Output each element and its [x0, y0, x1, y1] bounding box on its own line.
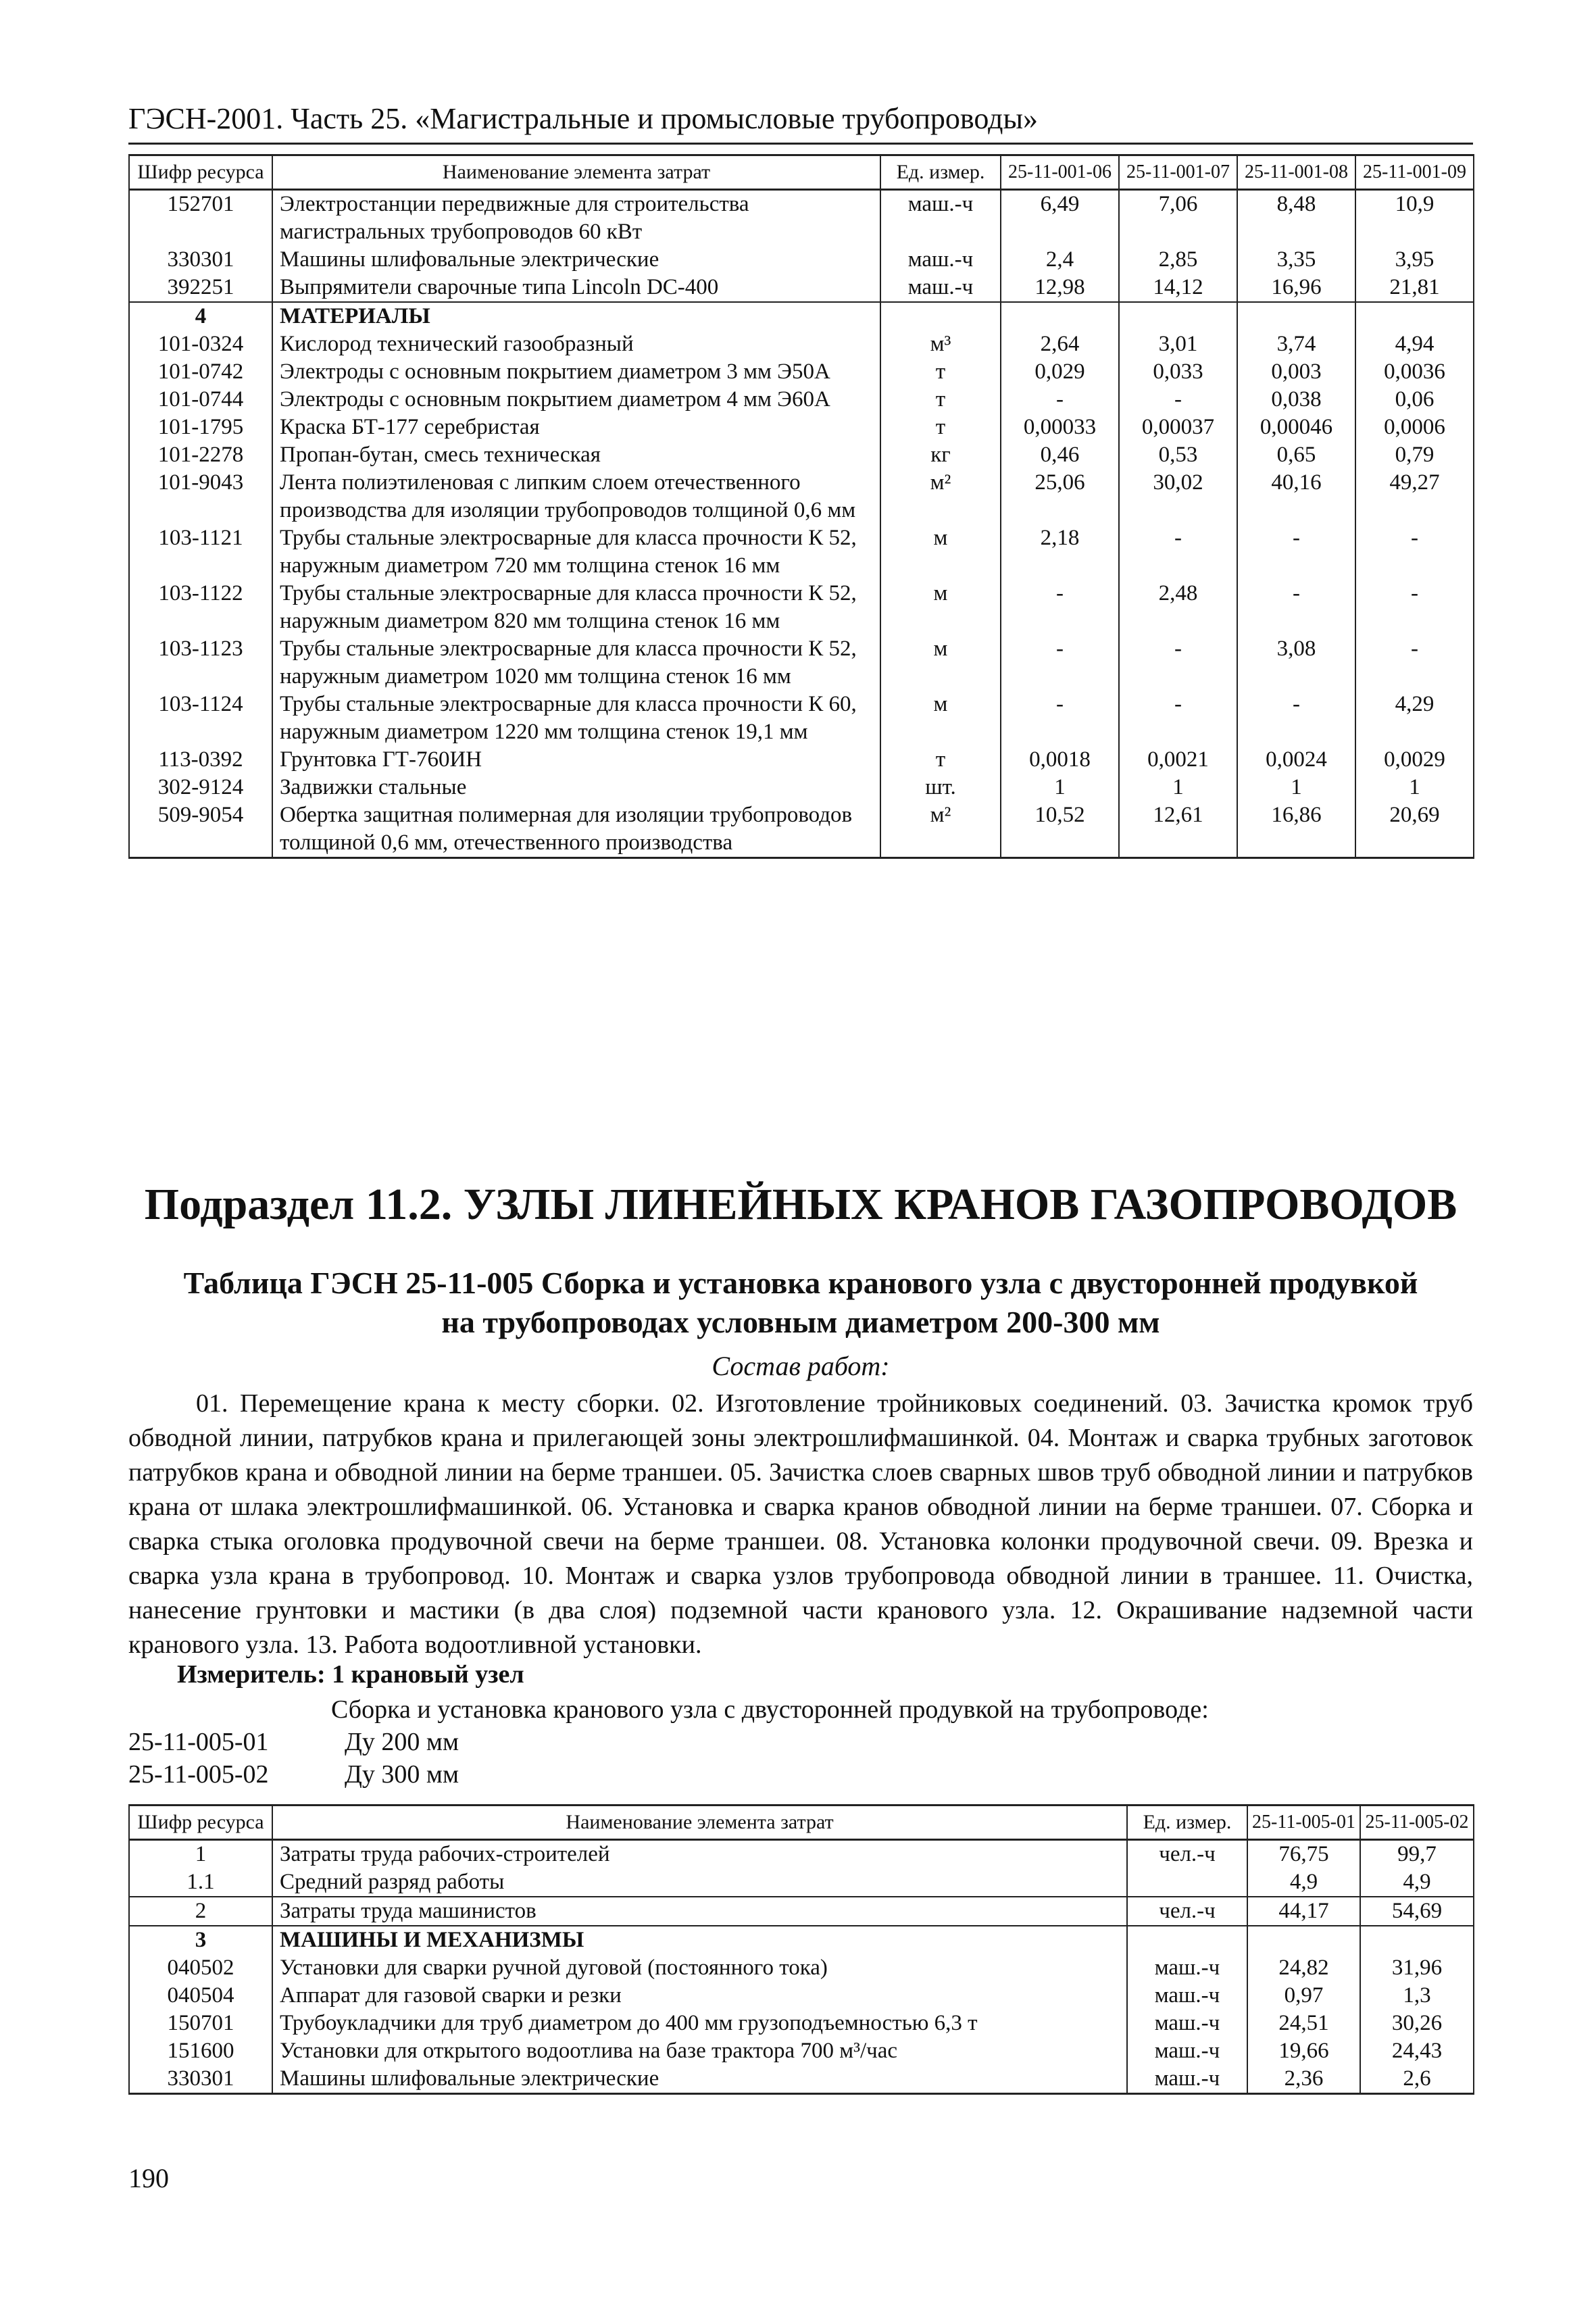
- cell-norm-value: 0,0036: [1355, 358, 1474, 386]
- table-row: [129, 469, 1474, 524]
- cell-unit: т: [880, 386, 1001, 414]
- cell-element-name: Электроды с основным покрытием диаметром 4 мм Э60А: [272, 386, 880, 414]
- cell-resource-code: 040502: [129, 1954, 272, 1982]
- cell-unit: маш.-ч: [1127, 2037, 1247, 2065]
- cell-norm-value: 3,08: [1237, 635, 1355, 691]
- table-row: [129, 1982, 1474, 2010]
- cell-resource-code: 2: [129, 1897, 272, 1926]
- cell-norm-value: -: [1119, 386, 1237, 414]
- table-row: [129, 2037, 1474, 2065]
- cell-norm-value: 1: [1237, 774, 1355, 801]
- cell-element-name: Средний разряд работы: [272, 1868, 1127, 1897]
- cell-norm-value: 44,17: [1247, 1897, 1360, 1926]
- cell-resource-code: 103-1123: [129, 635, 272, 691]
- cell-norm-value: 4,9: [1360, 1868, 1474, 1897]
- cell-element-name: Трубы стальные электросварные для класса прочности К 52, наружным диаметром 720 мм толщина стенок 16 мм: [272, 524, 880, 580]
- cell-norm-value: 25,06: [1001, 469, 1119, 524]
- col-header-unit: Ед. измер.: [1127, 1806, 1247, 1840]
- cell-unit: кг: [880, 441, 1001, 469]
- cell-resource-code: 113-0392: [129, 746, 272, 774]
- cell-element-name: Затраты труда рабочих-строителей: [272, 1840, 1127, 1869]
- cell-unit: маш.-ч: [1127, 1982, 1247, 2010]
- col-header-norm: 25-11-005-01: [1247, 1806, 1360, 1840]
- cell-element-name: Трубы стальные электросварные для класса прочности К 52, наружным диаметром 820 мм толщина стенок 16 мм: [272, 580, 880, 635]
- col-header-norm: 25-11-001-08: [1237, 155, 1355, 190]
- cell-norm-value: -: [1001, 691, 1119, 746]
- cell-norm-value: 1,3: [1360, 1982, 1474, 2010]
- variant-line: [128, 1727, 459, 1757]
- cell-element-name: Электростанции передвижные для строительства магистральных трубопроводов 60 кВт: [272, 190, 880, 247]
- table-row: [129, 1868, 1474, 1897]
- cell-unit: м: [880, 635, 1001, 691]
- cell-unit: маш.-ч: [880, 246, 1001, 274]
- cell-element-name: Обертка защитная полимерная для изоляции трубопроводов толщиной 0,6 мм, отечественного производства: [272, 801, 880, 858]
- cell-resource-code: 040504: [129, 1982, 272, 2010]
- variants-caption: Сборка и установка кранового узла с двусторонней продувкой на трубопроводе:: [331, 1695, 1209, 1724]
- resources-table-25-11-001: [128, 154, 1474, 859]
- cell-norm-value: [1119, 302, 1237, 330]
- table-title: [128, 1264, 1473, 1342]
- cell-norm-value: 76,75: [1247, 1840, 1360, 1869]
- resources-table-25-11-005: [128, 1804, 1474, 2095]
- cell-resource-code: 150701: [129, 2010, 272, 2037]
- cell-norm-value: 2,64: [1001, 330, 1119, 358]
- col-header-norm: 25-11-005-02: [1360, 1806, 1474, 1840]
- table-row: [129, 246, 1474, 274]
- cell-norm-value: [1247, 1926, 1360, 1954]
- table-row: [129, 1954, 1474, 1982]
- col-header-unit: Ед. измер.: [880, 155, 1001, 190]
- cell-resource-code: 330301: [129, 246, 272, 274]
- cell-norm-value: -: [1355, 524, 1474, 580]
- table-row: [129, 302, 1474, 330]
- cell-norm-value: 0,00046: [1237, 414, 1355, 441]
- cell-resource-code: 101-0324: [129, 330, 272, 358]
- cell-norm-value: [1360, 1926, 1474, 1954]
- cell-element-name: Выпрямители сварочные типа Lincoln DC-400: [272, 274, 880, 302]
- cell-norm-value: 2,4: [1001, 246, 1119, 274]
- cell-element-name: Установки для сварки ручной дуговой (постоянного тока): [272, 1954, 1127, 1982]
- table-row: [129, 774, 1474, 801]
- cell-norm-value: 24,82: [1247, 1954, 1360, 1982]
- table-row: [129, 2010, 1474, 2037]
- cell-norm-value: 24,51: [1247, 2010, 1360, 2037]
- table-row: [129, 1897, 1474, 1926]
- table-row: [129, 524, 1474, 580]
- table-row: [129, 441, 1474, 469]
- cell-norm-value: 16,86: [1237, 801, 1355, 858]
- cell-norm-value: 14,12: [1119, 274, 1237, 302]
- cell-element-name: Аппарат для газовой сварки и резки: [272, 1982, 1127, 2010]
- cell-norm-value: 0,46: [1001, 441, 1119, 469]
- table-row: [129, 274, 1474, 302]
- measure-label: Измеритель:: [177, 1660, 326, 1689]
- cell-element-name: Трубы стальные электросварные для класса прочности К 60, наружным диаметром 1220 мм толщина стенок 19,1 мм: [272, 691, 880, 746]
- cell-element-name: Машины шлифовальные электрические: [272, 246, 880, 274]
- cell-norm-value: -: [1001, 635, 1119, 691]
- cell-resource-code: 101-0742: [129, 358, 272, 386]
- cell-norm-value: 3,35: [1237, 246, 1355, 274]
- cell-norm-value: 31,96: [1360, 1954, 1474, 1982]
- cell-unit: [880, 302, 1001, 330]
- cell-norm-value: 21,81: [1355, 274, 1474, 302]
- col-header-name: Наименование элемента затрат: [272, 1806, 1127, 1840]
- cell-resource-code: 1: [129, 1840, 272, 1869]
- cell-norm-value: 2,6: [1360, 2065, 1474, 2094]
- cell-norm-value: 0,0021: [1119, 746, 1237, 774]
- cell-norm-value: 0,53: [1119, 441, 1237, 469]
- works-heading: Состав работ:: [712, 1351, 890, 1381]
- cell-unit: маш.-ч: [880, 274, 1001, 302]
- cell-unit: м: [880, 691, 1001, 746]
- cell-unit: шт.: [880, 774, 1001, 801]
- cell-norm-value: 0,0024: [1237, 746, 1355, 774]
- cell-norm-value: 6,49: [1001, 190, 1119, 247]
- cell-element-name: Грунтовка ГТ-760ИН: [272, 746, 880, 774]
- cell-norm-value: 2,36: [1247, 2065, 1360, 2094]
- cell-norm-value: -: [1355, 580, 1474, 635]
- table-row: [129, 414, 1474, 441]
- variant-desc: Ду 200 мм: [345, 1728, 459, 1756]
- cell-norm-value: 8,48: [1237, 190, 1355, 247]
- cell-norm-value: 0,038: [1237, 386, 1355, 414]
- cell-norm-value: 40,16: [1237, 469, 1355, 524]
- cell-resource-code: 3: [129, 1926, 272, 1954]
- cell-norm-value: 3,74: [1237, 330, 1355, 358]
- cell-norm-value: -: [1001, 580, 1119, 635]
- cell-norm-value: [1001, 302, 1119, 330]
- page-number: 190: [128, 2163, 169, 2193]
- cell-element-name: Лента полиэтиленовая с липким слоем отечественного производства для изоляции трубопроводов толщиной 0,6 мм: [272, 469, 880, 524]
- cell-norm-value: 3,95: [1355, 246, 1474, 274]
- cell-element-name: Затраты труда машинистов: [272, 1897, 1127, 1926]
- cell-element-name: Задвижки стальные: [272, 774, 880, 801]
- cell-norm-value: 0,003: [1237, 358, 1355, 386]
- works-description: 01. Перемещение крана к месту сборки. 02. Изготовление тройниковых соединений. 03. Зачистка кромок труб обводной линии, патрубков крана и прилегающей зоны электрошлифмашинкой. 04. Монтаж и сварка трубных заготовок патрубков крана и обводной линии на берме траншеи. 05. Зачистка слоев сварных швов труб обводной линии и патрубков крана от шлака электрошлифмашинкой. 06. Установка и сварка кранов обводной линии на берме траншеи. 07. Сборка и сварка стыка оголовка продувочной свечи на берме траншеи. 08. Установка колонки продувочной свечи. 09. Врезка и сварка узла крана в трубопровод. 10. Монтаж и сварка узлов трубопровода обводной линии в траншее. 11. Очистка, нанесение грунтовки и мастики (в два слоя) подземной части кранового узла. 12. Окрашивание надземной части кранового узла. 13. Работа водоотливной установки.: [128, 1389, 1473, 1659]
- cell-norm-value: 0,0029: [1355, 746, 1474, 774]
- cell-norm-value: 2,48: [1119, 580, 1237, 635]
- variant-line: [128, 1760, 459, 1789]
- cell-resource-code: 151600: [129, 2037, 272, 2065]
- table-row: [129, 358, 1474, 386]
- table-row: [129, 691, 1474, 746]
- cell-element-name: Пропан-бутан, смесь техническая: [272, 441, 880, 469]
- cell-element-name: Трубоукладчики для труб диаметром до 400 мм грузоподъемностью 6,3 т: [272, 2010, 1127, 2037]
- cell-norm-value: -: [1119, 691, 1237, 746]
- cell-norm-value: 0,00037: [1119, 414, 1237, 441]
- cell-resource-code: 101-1795: [129, 414, 272, 441]
- cell-unit: чел.-ч: [1127, 1840, 1247, 1869]
- cell-norm-value: 20,69: [1355, 801, 1474, 858]
- table-row: [129, 1926, 1474, 1954]
- variant-desc: Ду 300 мм: [345, 1760, 459, 1789]
- col-header-code: Шифр ресурса: [129, 1806, 272, 1840]
- cell-norm-value: 7,06: [1119, 190, 1237, 247]
- cell-norm-value: 0,00033: [1001, 414, 1119, 441]
- variant-code: 25-11-005-01: [128, 1728, 269, 1756]
- cell-norm-value: 1: [1001, 774, 1119, 801]
- running-header: ГЭСН-2001. Часть 25. «Магистральные и промысловые трубопроводы»: [128, 101, 1473, 145]
- cell-resource-code: 152701: [129, 190, 272, 247]
- table-row: [129, 580, 1474, 635]
- table-row: [129, 2065, 1474, 2094]
- cell-norm-value: 4,94: [1355, 330, 1474, 358]
- cell-norm-value: 30,02: [1119, 469, 1237, 524]
- cell-norm-value: -: [1001, 386, 1119, 414]
- cell-norm-value: [1355, 302, 1474, 330]
- cell-resource-code: 392251: [129, 274, 272, 302]
- cell-norm-value: 0,65: [1237, 441, 1355, 469]
- cell-norm-value: -: [1119, 635, 1237, 691]
- cell-element-name: МАШИНЫ И МЕХАНИЗМЫ: [272, 1926, 1127, 1954]
- cell-unit: [1127, 1868, 1247, 1897]
- cell-element-name: Кислород технический газообразный: [272, 330, 880, 358]
- cell-norm-value: -: [1119, 524, 1237, 580]
- cell-norm-value: 24,43: [1360, 2037, 1474, 2065]
- cell-norm-value: 0,97: [1247, 1982, 1360, 2010]
- table-title-line-2: на трубопроводах условным диаметром 200-300 мм: [441, 1305, 1160, 1339]
- cell-unit: [1127, 1926, 1247, 1954]
- cell-norm-value: 0,033: [1119, 358, 1237, 386]
- cell-unit: м³: [880, 330, 1001, 358]
- cell-resource-code: 103-1124: [129, 691, 272, 746]
- cell-unit: т: [880, 358, 1001, 386]
- cell-norm-value: 3,01: [1119, 330, 1237, 358]
- cell-unit: чел.-ч: [1127, 1897, 1247, 1926]
- cell-resource-code: 4: [129, 302, 272, 330]
- cell-norm-value: 2,85: [1119, 246, 1237, 274]
- cell-norm-value: 12,61: [1119, 801, 1237, 858]
- cell-resource-code: 302-9124: [129, 774, 272, 801]
- cell-resource-code: 1.1: [129, 1868, 272, 1897]
- col-header-norm: 25-11-001-07: [1119, 155, 1237, 190]
- cell-norm-value: [1237, 302, 1355, 330]
- cell-norm-value: -: [1237, 580, 1355, 635]
- cell-norm-value: 54,69: [1360, 1897, 1474, 1926]
- measure-unit: [177, 1660, 524, 1689]
- cell-element-name: Машины шлифовальные электрические: [272, 2065, 1127, 2094]
- cell-element-name: Краска БТ-177 серебристая: [272, 414, 880, 441]
- cell-norm-value: 4,9: [1247, 1868, 1360, 1897]
- col-header-norm: 25-11-001-06: [1001, 155, 1119, 190]
- cell-element-name: Электроды с основным покрытием диаметром 3 мм Э50А: [272, 358, 880, 386]
- cell-norm-value: 49,27: [1355, 469, 1474, 524]
- subsection-title: Подраздел 11.2. УЗЛЫ ЛИНЕЙНЫХ КРАНОВ ГАЗОПРОВОДОВ: [144, 1180, 1457, 1229]
- cell-norm-value: 2,18: [1001, 524, 1119, 580]
- cell-unit: м: [880, 524, 1001, 580]
- cell-unit: маш.-ч: [1127, 2010, 1247, 2037]
- cell-resource-code: 103-1122: [129, 580, 272, 635]
- col-header-code: Шифр ресурса: [129, 155, 272, 190]
- col-header-name: Наименование элемента затрат: [272, 155, 880, 190]
- cell-resource-code: 101-9043: [129, 469, 272, 524]
- cell-norm-value: 0,0018: [1001, 746, 1119, 774]
- cell-norm-value: 16,96: [1237, 274, 1355, 302]
- cell-unit: маш.-ч: [1127, 1954, 1247, 1982]
- cell-norm-value: 10,52: [1001, 801, 1119, 858]
- table-row: [129, 635, 1474, 691]
- cell-norm-value: 0,79: [1355, 441, 1474, 469]
- cell-norm-value: 1: [1355, 774, 1474, 801]
- measure-value: 1 крановый узел: [332, 1660, 524, 1689]
- cell-norm-value: 4,29: [1355, 691, 1474, 746]
- cell-norm-value: 12,98: [1001, 274, 1119, 302]
- cell-norm-value: 19,66: [1247, 2037, 1360, 2065]
- variant-code: 25-11-005-02: [128, 1760, 269, 1789]
- cell-norm-value: 99,7: [1360, 1840, 1474, 1869]
- cell-element-name: Трубы стальные электросварные для класса прочности К 52, наружным диаметром 1020 мм толщина стенок 16 мм: [272, 635, 880, 691]
- cell-norm-value: 0,029: [1001, 358, 1119, 386]
- cell-norm-value: -: [1355, 635, 1474, 691]
- cell-resource-code: 101-2278: [129, 441, 272, 469]
- cell-norm-value: 30,26: [1360, 2010, 1474, 2037]
- cell-unit: т: [880, 414, 1001, 441]
- cell-unit: т: [880, 746, 1001, 774]
- table-title-line-1: Таблица ГЭСН 25-11-005 Сборка и установка кранового узла с двусторонней продувкой: [183, 1266, 1418, 1300]
- cell-resource-code: 101-0744: [129, 386, 272, 414]
- cell-norm-value: 10,9: [1355, 190, 1474, 247]
- cell-resource-code: 509-9054: [129, 801, 272, 858]
- cell-resource-code: 330301: [129, 2065, 272, 2094]
- cell-unit: маш.-ч: [1127, 2065, 1247, 2094]
- cell-norm-value: 1: [1119, 774, 1237, 801]
- table-row: [129, 1840, 1474, 1869]
- cell-norm-value: 0,0006: [1355, 414, 1474, 441]
- cell-norm-value: -: [1237, 691, 1355, 746]
- cell-unit: м: [880, 580, 1001, 635]
- cell-unit: маш.-ч: [880, 190, 1001, 247]
- table-row: [129, 386, 1474, 414]
- cell-norm-value: 0,06: [1355, 386, 1474, 414]
- table-row: [129, 330, 1474, 358]
- cell-resource-code: 103-1121: [129, 524, 272, 580]
- table-row: [129, 746, 1474, 774]
- cell-element-name: Установки для открытого водоотлива на базе трактора 700 м³/час: [272, 2037, 1127, 2065]
- cell-element-name: МАТЕРИАЛЫ: [272, 302, 880, 330]
- cell-unit: м²: [880, 469, 1001, 524]
- cell-unit: м²: [880, 801, 1001, 858]
- table-row: [129, 801, 1474, 858]
- table-row: [129, 190, 1474, 247]
- cell-norm-value: -: [1237, 524, 1355, 580]
- col-header-norm: 25-11-001-09: [1355, 155, 1474, 190]
